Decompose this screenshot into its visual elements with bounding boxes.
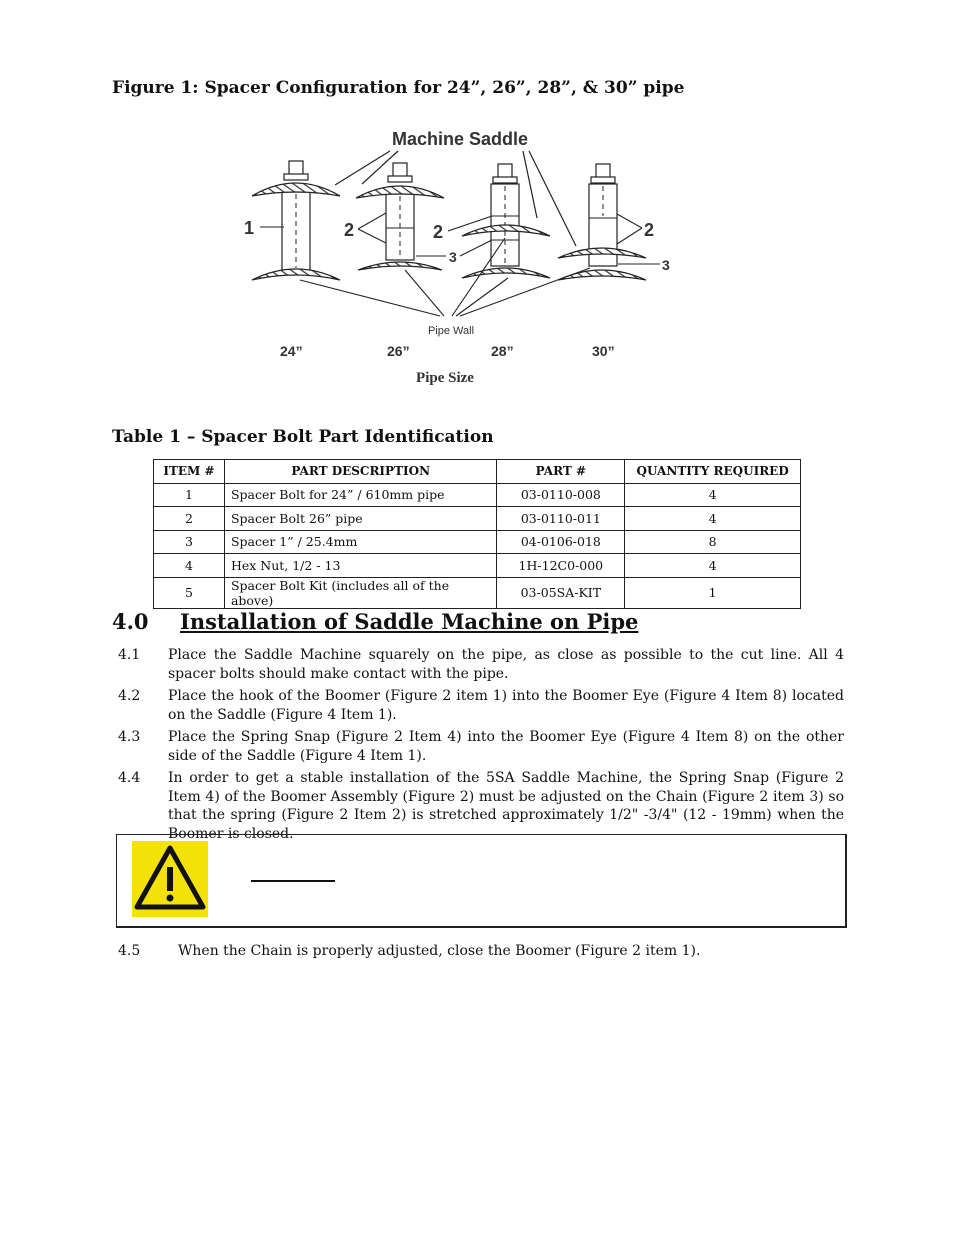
- header-part: PART #: [497, 460, 625, 484]
- assembly-30: [558, 164, 646, 280]
- figure-caption: Figure 1: Spacer Configuration for 24”, 26”, 28”, & 30” pipe: [112, 78, 685, 98]
- step-number: 4.2: [118, 688, 141, 704]
- label-pipe-wall: Pipe Wall: [427, 325, 475, 337]
- step-4-1: [118, 646, 844, 683]
- step-number: 4.4: [118, 770, 141, 786]
- warning-box: [116, 834, 847, 928]
- section-heading: [112, 609, 638, 634]
- table-caption: Table 1 – Spacer Bolt Part Identification: [112, 427, 494, 447]
- cell-part: 03-0110-008: [497, 483, 625, 507]
- cell-quantity: 8: [625, 530, 801, 554]
- cell-quantity: 4: [625, 554, 801, 578]
- table-header-row: [154, 460, 801, 484]
- step-text: When the Chain is properly adjusted, close the Boomer (Figure 2 item 1).: [178, 943, 701, 959]
- step-4-2: [118, 687, 844, 724]
- item-label-2b: 2: [433, 222, 444, 242]
- cell-part: 03-05SA-KIT: [497, 577, 625, 608]
- cell-description: Spacer Bolt for 24” / 610mm pipe: [224, 483, 497, 507]
- header-item: ITEM #: [154, 460, 225, 484]
- size-28: 28”: [491, 343, 514, 359]
- item-label-2a: 2: [344, 220, 355, 240]
- cell-part: 1H-12C0-000: [497, 554, 625, 578]
- step-number: 4.3: [118, 729, 141, 745]
- spacer-bolt-table: [153, 459, 801, 609]
- cell-description: Spacer Bolt Kit (includes all of the above): [224, 577, 497, 608]
- step-4-3: [118, 728, 844, 765]
- label-pipe-size: Pipe Size: [416, 370, 474, 386]
- step-number: 4.5: [118, 943, 141, 959]
- step-4-4: [118, 769, 844, 843]
- spacer-configuration-figure: [240, 118, 700, 398]
- step-text: Place the Saddle Machine squarely on the pipe, as close as possible to the cut line. All 4 spacer bolts should make contact with the pipe.: [168, 647, 844, 682]
- header-quantity: QUANTITY REQUIRED: [625, 460, 801, 484]
- table-row: [154, 507, 801, 531]
- cell-item: 3: [154, 530, 225, 554]
- section-title: Installation of Saddle Machine on Pipe: [180, 609, 639, 634]
- step-number: 4.1: [118, 647, 141, 663]
- cell-item: 2: [154, 507, 225, 531]
- assembly-28: [462, 164, 550, 278]
- header-description: PART DESCRIPTION: [224, 460, 497, 484]
- cell-quantity: 4: [625, 483, 801, 507]
- warning-title-underline: [251, 880, 335, 882]
- cell-description: Spacer Bolt 26” pipe: [224, 507, 497, 531]
- item-label-1: 1: [244, 218, 255, 238]
- cell-item: 1: [154, 483, 225, 507]
- section-number: 4.0: [112, 609, 149, 634]
- table-row: [154, 554, 801, 578]
- size-30: 30”: [592, 343, 615, 359]
- size-26: 26”: [387, 343, 410, 359]
- cell-description: Hex Nut, 1/2 - 13: [224, 554, 497, 578]
- cell-quantity: 4: [625, 507, 801, 531]
- item-label-3a: 3: [449, 249, 457, 265]
- warning-triangle-icon: [132, 841, 208, 917]
- step-text: Place the hook of the Boomer (Figure 2 item 1) into the Boomer Eye (Figure 4 Item 8) located on the Saddle (Figure 4 Item 1).: [168, 688, 844, 723]
- step-text: In order to get a stable installation of the 5SA Saddle Machine, the Spring Snap (Figure 2 Item 4) of the Boomer Assembly (Figure 2) must be adjusted on the Chain (Figure 2 item 3) so that the spring (Figure 2 Item 2) is stretched approximately 1/2" -3/4" (12 - 19mm) when the Boomer is closed.: [168, 770, 844, 842]
- cell-quantity: 1: [625, 577, 801, 608]
- cell-description: Spacer 1” / 25.4mm: [224, 530, 497, 554]
- cell-item: 4: [154, 554, 225, 578]
- label-machine-saddle: Machine Saddle: [391, 129, 529, 149]
- step-text: Place the Spring Snap (Figure 2 Item 4) into the Boomer Eye (Figure 4 Item 8) on the other side of the Saddle (Figure 4 Item 1).: [168, 729, 844, 764]
- cell-part: 04-0106-018: [497, 530, 625, 554]
- assembly-26: [356, 163, 444, 270]
- size-24: 24”: [280, 343, 303, 359]
- item-label-3b: 3: [662, 257, 670, 273]
- table-row: [154, 530, 801, 554]
- table-row: [154, 483, 801, 507]
- step-4-5: [118, 942, 700, 960]
- table-row: [154, 577, 801, 608]
- assembly-24: [252, 161, 340, 280]
- cell-part: 03-0110-011: [497, 507, 625, 531]
- item-label-2c: 2: [644, 220, 655, 240]
- cell-item: 5: [154, 577, 225, 608]
